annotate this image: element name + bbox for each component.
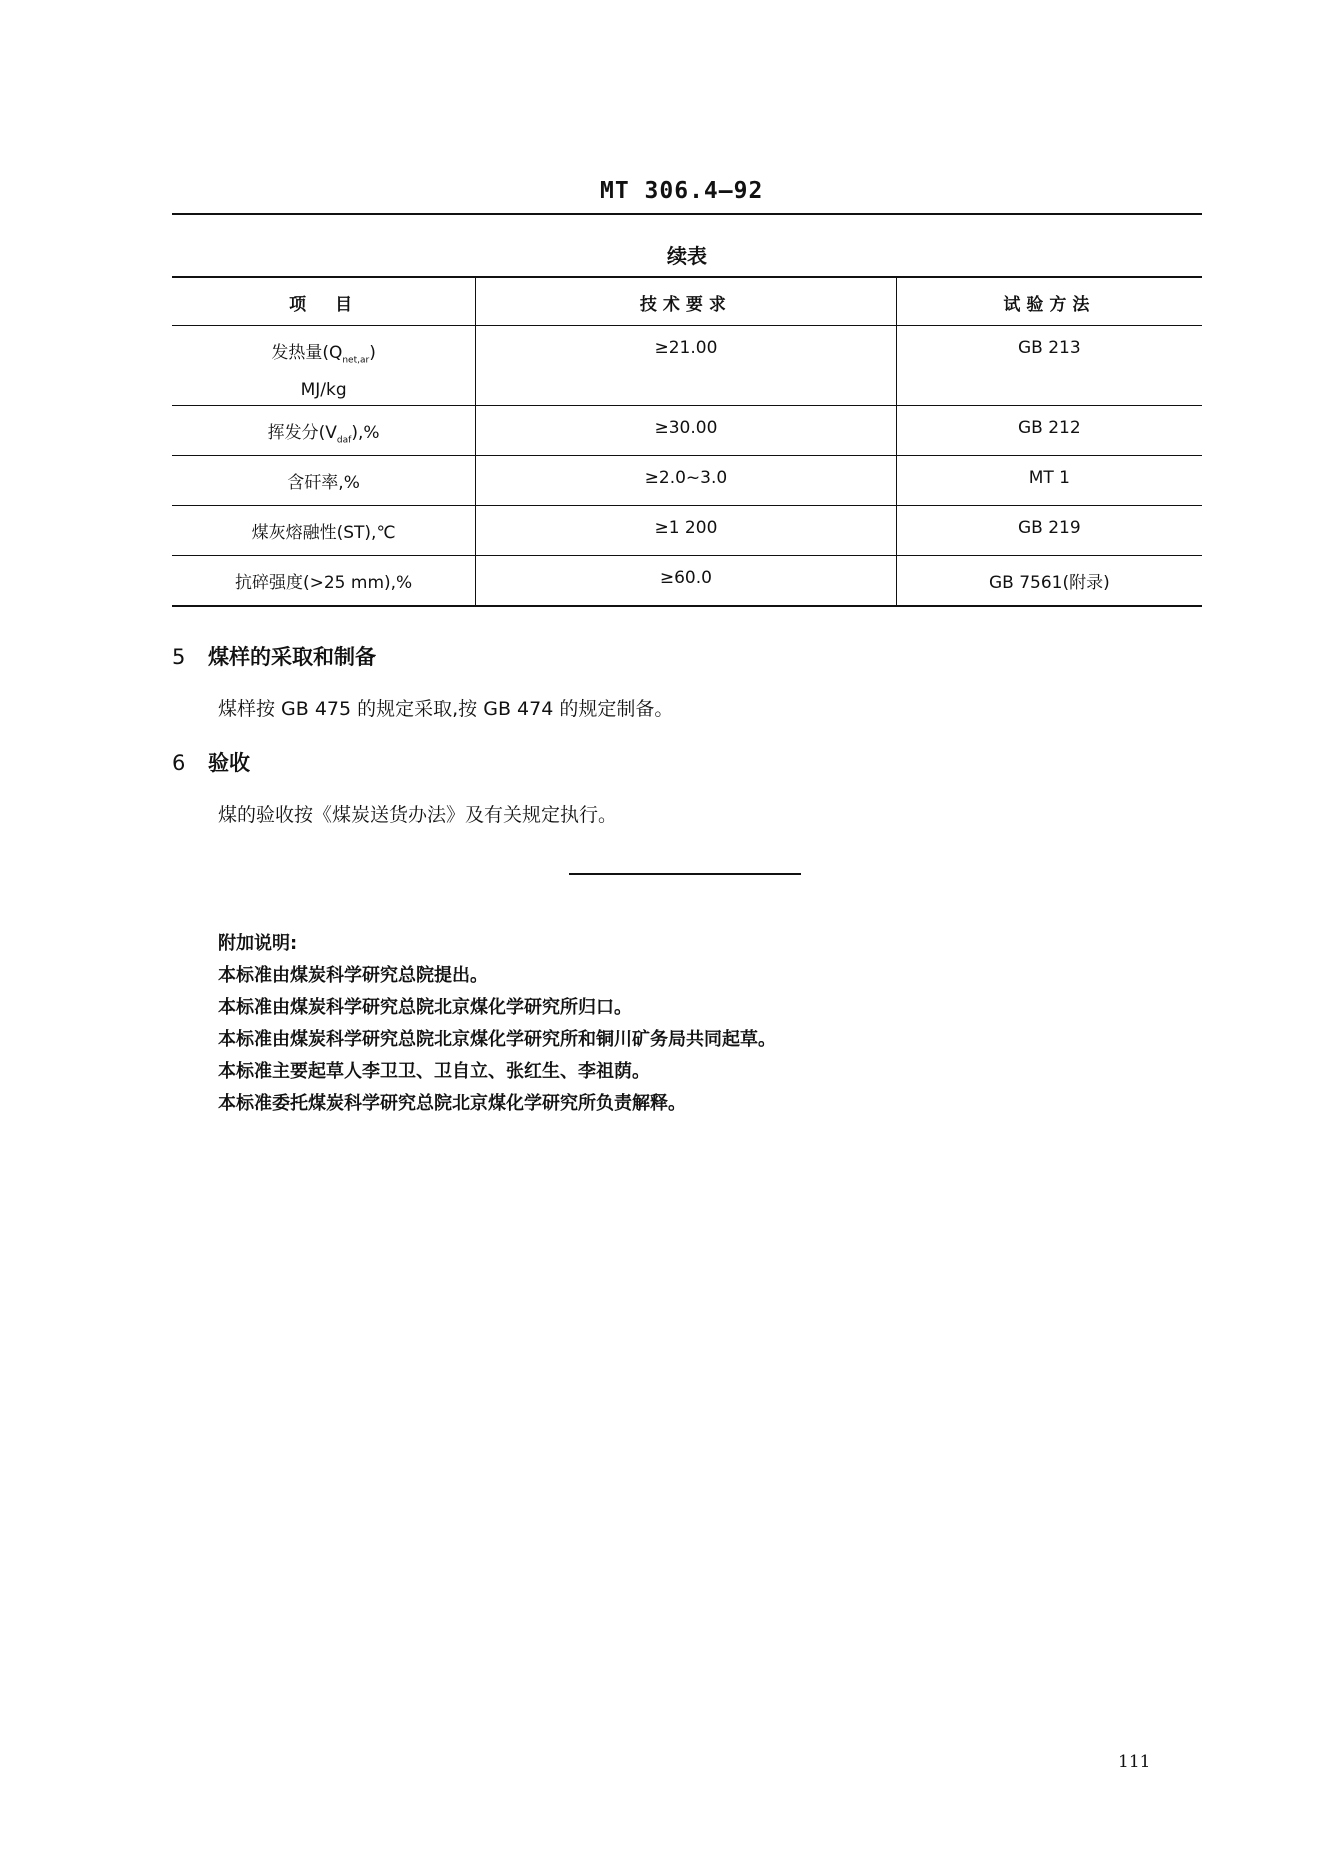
item-subscript: net,ar (342, 355, 370, 366)
table-header-row (172, 277, 1202, 326)
page-number: 111 (1118, 1752, 1151, 1772)
item-unit: MJ/kg (300, 380, 347, 401)
item-tail: ),% (351, 423, 380, 444)
row-item (172, 326, 476, 406)
notes-title: 附加说明: (218, 933, 298, 954)
row-requirement: ≥60.0 (476, 556, 897, 606)
row-requirement: ≥21.00 (476, 326, 897, 406)
table-row (172, 556, 1202, 606)
row-requirement: ≥2.0~3.0 (476, 456, 897, 506)
item-tail: ) (369, 343, 376, 363)
table-row (172, 406, 1202, 456)
notes-line: 本标准主要起草人李卫卫、卫自立、张红生、李祖荫。 (218, 1061, 650, 1082)
notes-line: 本标准委托煤炭科学研究总院北京煤化学研究所负责解释。 (218, 1093, 686, 1114)
end-rule (569, 873, 801, 875)
section-5-text: 煤样按 GB 475 的规定采取,按 GB 474 的规定制备。 (218, 698, 674, 720)
item-label: 挥发分(V (267, 423, 337, 444)
table-row (172, 326, 1202, 406)
table-row (172, 456, 1202, 506)
section-heading-5 (172, 641, 376, 671)
notes-line: 本标准由煤炭科学研究总院提出。 (218, 965, 488, 986)
additional-notes (218, 928, 776, 1120)
notes-line: 本标准由煤炭科学研究总院北京煤化学研究所和铜川矿务局共同起草。 (218, 1029, 776, 1050)
section-6-text: 煤的验收按《煤炭送货办法》及有关规定执行。 (218, 804, 618, 826)
header-requirement: 技术要求 (476, 277, 897, 326)
section-title: 煤样的采取和制备 (208, 645, 376, 669)
header-item: 项 目 (172, 277, 476, 326)
row-method: GB 219 (896, 506, 1202, 556)
table-row (172, 506, 1202, 556)
header-method: 试验方法 (896, 277, 1202, 326)
row-item: 含矸率,% (172, 456, 476, 506)
row-method: MT 1 (896, 456, 1202, 506)
row-method: GB 7561(附录) (896, 556, 1202, 606)
section-number: 5 (172, 645, 186, 669)
document-code: MT 306.4—92 (600, 178, 764, 204)
table-caption: 续表 (667, 244, 707, 268)
item-subscript: daf (336, 435, 352, 446)
notes-line: 本标准由煤炭科学研究总院北京煤化学研究所归口。 (218, 997, 632, 1018)
header-rule (172, 213, 1202, 215)
row-method: GB 213 (896, 326, 1202, 406)
row-item: 煤灰熔融性(ST),℃ (172, 506, 476, 556)
spec-table (172, 276, 1202, 607)
row-item: 抗碎强度(>25 mm),% (172, 556, 476, 606)
section-title: 验收 (208, 751, 250, 775)
row-method: GB 212 (896, 406, 1202, 456)
section-heading-6 (172, 747, 250, 777)
row-requirement: ≥1 200 (476, 506, 897, 556)
section-number: 6 (172, 751, 186, 775)
row-requirement: ≥30.00 (476, 406, 897, 456)
row-item (172, 406, 476, 456)
item-label: 发热量(Q (271, 343, 343, 363)
